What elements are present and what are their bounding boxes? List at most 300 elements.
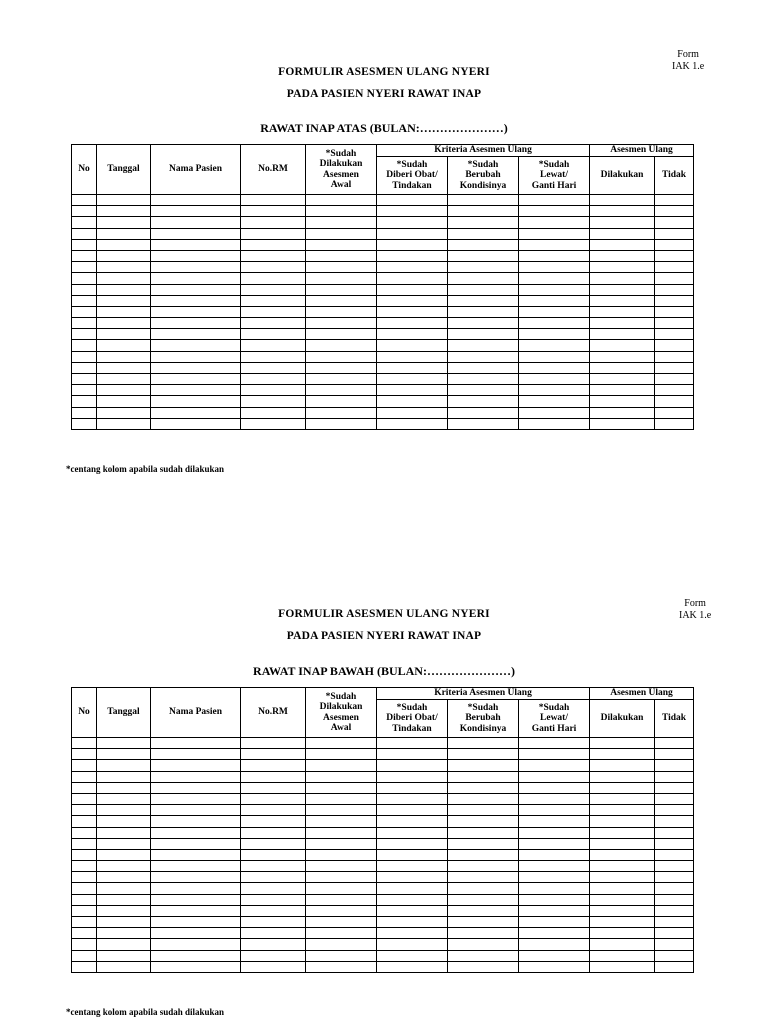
table-cell[interactable] bbox=[377, 793, 448, 804]
table-cell[interactable] bbox=[306, 284, 377, 295]
table-cell[interactable] bbox=[97, 883, 151, 894]
table-cell[interactable] bbox=[655, 318, 694, 329]
table-cell[interactable] bbox=[377, 738, 448, 749]
table-cell[interactable] bbox=[655, 362, 694, 373]
table-cell[interactable] bbox=[590, 239, 655, 250]
table-cell[interactable] bbox=[377, 838, 448, 849]
table-cell[interactable] bbox=[377, 782, 448, 793]
table-cell[interactable] bbox=[590, 749, 655, 760]
table-cell[interactable] bbox=[306, 738, 377, 749]
table-cell[interactable] bbox=[97, 351, 151, 362]
table-cell[interactable] bbox=[377, 340, 448, 351]
table-cell[interactable] bbox=[377, 228, 448, 239]
table-cell[interactable] bbox=[655, 838, 694, 849]
table-cell[interactable] bbox=[590, 760, 655, 771]
table-cell[interactable] bbox=[72, 928, 97, 939]
table-cell[interactable] bbox=[448, 374, 519, 385]
table-cell[interactable] bbox=[151, 228, 241, 239]
table-cell[interactable] bbox=[72, 917, 97, 928]
table-cell[interactable] bbox=[519, 306, 590, 317]
table-cell[interactable] bbox=[97, 905, 151, 916]
table-cell[interactable] bbox=[241, 239, 306, 250]
table-cell[interactable] bbox=[655, 239, 694, 250]
table-cell[interactable] bbox=[519, 195, 590, 206]
table-cell[interactable] bbox=[377, 396, 448, 407]
table-cell[interactable] bbox=[72, 749, 97, 760]
table-cell[interactable] bbox=[448, 351, 519, 362]
table-cell[interactable] bbox=[448, 928, 519, 939]
table-cell[interactable] bbox=[306, 861, 377, 872]
table-cell[interactable] bbox=[448, 917, 519, 928]
table-cell[interactable] bbox=[151, 838, 241, 849]
table-cell[interactable] bbox=[655, 961, 694, 972]
table-cell[interactable] bbox=[151, 306, 241, 317]
table-cell[interactable] bbox=[241, 760, 306, 771]
table-cell[interactable] bbox=[151, 950, 241, 961]
table-cell[interactable] bbox=[655, 782, 694, 793]
table-cell[interactable] bbox=[519, 385, 590, 396]
table-cell[interactable] bbox=[72, 838, 97, 849]
table-cell[interactable] bbox=[590, 782, 655, 793]
table-cell[interactable] bbox=[97, 396, 151, 407]
table-cell[interactable] bbox=[306, 374, 377, 385]
table-cell[interactable] bbox=[377, 295, 448, 306]
table-cell[interactable] bbox=[72, 329, 97, 340]
table-cell[interactable] bbox=[519, 340, 590, 351]
table-cell[interactable] bbox=[519, 396, 590, 407]
table-cell[interactable] bbox=[519, 883, 590, 894]
table-cell[interactable] bbox=[377, 250, 448, 261]
table-cell[interactable] bbox=[151, 849, 241, 860]
table-cell[interactable] bbox=[97, 950, 151, 961]
table-cell[interactable] bbox=[97, 340, 151, 351]
table-cell[interactable] bbox=[97, 760, 151, 771]
table-cell[interactable] bbox=[655, 418, 694, 429]
table-cell[interactable] bbox=[448, 250, 519, 261]
table-cell[interactable] bbox=[377, 195, 448, 206]
table-cell[interactable] bbox=[241, 206, 306, 217]
table-cell[interactable] bbox=[519, 738, 590, 749]
table-cell[interactable] bbox=[590, 816, 655, 827]
table-cell[interactable] bbox=[97, 782, 151, 793]
table-cell[interactable] bbox=[151, 917, 241, 928]
table-cell[interactable] bbox=[655, 396, 694, 407]
table-cell[interactable] bbox=[241, 318, 306, 329]
table-cell[interactable] bbox=[448, 760, 519, 771]
table-cell[interactable] bbox=[448, 239, 519, 250]
table-cell[interactable] bbox=[377, 385, 448, 396]
table-cell[interactable] bbox=[306, 793, 377, 804]
table-cell[interactable] bbox=[590, 838, 655, 849]
table-cell[interactable] bbox=[241, 917, 306, 928]
table-cell[interactable] bbox=[241, 849, 306, 860]
table-cell[interactable] bbox=[590, 206, 655, 217]
table-cell[interactable] bbox=[655, 939, 694, 950]
table-cell[interactable] bbox=[448, 362, 519, 373]
table-cell[interactable] bbox=[97, 385, 151, 396]
table-cell[interactable] bbox=[306, 396, 377, 407]
table-cell[interactable] bbox=[590, 273, 655, 284]
table-cell[interactable] bbox=[448, 340, 519, 351]
table-cell[interactable] bbox=[72, 793, 97, 804]
table-cell[interactable] bbox=[655, 872, 694, 883]
table-cell[interactable] bbox=[377, 329, 448, 340]
table-cell[interactable] bbox=[590, 262, 655, 273]
table-cell[interactable] bbox=[241, 262, 306, 273]
table-cell[interactable] bbox=[97, 195, 151, 206]
table-cell[interactable] bbox=[655, 407, 694, 418]
table-cell[interactable] bbox=[97, 284, 151, 295]
table-cell[interactable] bbox=[72, 206, 97, 217]
table-cell[interactable] bbox=[97, 217, 151, 228]
table-cell[interactable] bbox=[448, 273, 519, 284]
table-cell[interactable] bbox=[655, 905, 694, 916]
table-cell[interactable] bbox=[306, 195, 377, 206]
table-cell[interactable] bbox=[306, 362, 377, 373]
table-cell[interactable] bbox=[72, 950, 97, 961]
table-cell[interactable] bbox=[72, 738, 97, 749]
table-cell[interactable] bbox=[97, 239, 151, 250]
table-cell[interactable] bbox=[151, 351, 241, 362]
table-cell[interactable] bbox=[590, 362, 655, 373]
table-cell[interactable] bbox=[151, 407, 241, 418]
table-cell[interactable] bbox=[448, 782, 519, 793]
table-cell[interactable] bbox=[151, 295, 241, 306]
table-cell[interactable] bbox=[519, 827, 590, 838]
table-cell[interactable] bbox=[655, 771, 694, 782]
table-cell[interactable] bbox=[590, 861, 655, 872]
table-cell[interactable] bbox=[151, 905, 241, 916]
table-cell[interactable] bbox=[655, 195, 694, 206]
table-cell[interactable] bbox=[306, 385, 377, 396]
table-cell[interactable] bbox=[241, 396, 306, 407]
table-cell[interactable] bbox=[448, 771, 519, 782]
table-cell[interactable] bbox=[151, 250, 241, 261]
table-cell[interactable] bbox=[377, 284, 448, 295]
table-cell[interactable] bbox=[519, 805, 590, 816]
table-cell[interactable] bbox=[377, 351, 448, 362]
table-cell[interactable] bbox=[241, 749, 306, 760]
table-cell[interactable] bbox=[590, 905, 655, 916]
table-cell[interactable] bbox=[655, 385, 694, 396]
table-cell[interactable] bbox=[590, 195, 655, 206]
table-cell[interactable] bbox=[151, 385, 241, 396]
table-cell[interactable] bbox=[377, 939, 448, 950]
table-cell[interactable] bbox=[97, 872, 151, 883]
table-cell[interactable] bbox=[590, 939, 655, 950]
table-cell[interactable] bbox=[151, 961, 241, 972]
table-cell[interactable] bbox=[519, 295, 590, 306]
table-cell[interactable] bbox=[241, 362, 306, 373]
table-cell[interactable] bbox=[655, 306, 694, 317]
table-cell[interactable] bbox=[590, 805, 655, 816]
table-cell[interactable] bbox=[590, 950, 655, 961]
table-cell[interactable] bbox=[306, 329, 377, 340]
table-cell[interactable] bbox=[151, 284, 241, 295]
table-cell[interactable] bbox=[377, 894, 448, 905]
table-cell[interactable] bbox=[97, 861, 151, 872]
table-cell[interactable] bbox=[519, 894, 590, 905]
table-cell[interactable] bbox=[306, 760, 377, 771]
table-cell[interactable] bbox=[590, 827, 655, 838]
table-cell[interactable] bbox=[72, 816, 97, 827]
table-cell[interactable] bbox=[448, 849, 519, 860]
table-cell[interactable] bbox=[72, 872, 97, 883]
table-cell[interactable] bbox=[655, 351, 694, 362]
table-cell[interactable] bbox=[97, 793, 151, 804]
table-cell[interactable] bbox=[151, 928, 241, 939]
table-cell[interactable] bbox=[241, 883, 306, 894]
table-cell[interactable] bbox=[72, 262, 97, 273]
table-cell[interactable] bbox=[590, 883, 655, 894]
table-cell[interactable] bbox=[306, 318, 377, 329]
table-cell[interactable] bbox=[448, 861, 519, 872]
table-cell[interactable] bbox=[306, 883, 377, 894]
table-cell[interactable] bbox=[590, 318, 655, 329]
table-cell[interactable] bbox=[377, 827, 448, 838]
table-cell[interactable] bbox=[97, 250, 151, 261]
table-cell[interactable] bbox=[97, 849, 151, 860]
table-cell[interactable] bbox=[241, 273, 306, 284]
table-cell[interactable] bbox=[448, 961, 519, 972]
table-cell[interactable] bbox=[72, 894, 97, 905]
table-cell[interactable] bbox=[590, 217, 655, 228]
table-cell[interactable] bbox=[448, 793, 519, 804]
table-cell[interactable] bbox=[241, 827, 306, 838]
table-cell[interactable] bbox=[590, 771, 655, 782]
table-cell[interactable] bbox=[377, 849, 448, 860]
table-cell[interactable] bbox=[655, 917, 694, 928]
table-cell[interactable] bbox=[241, 217, 306, 228]
table-cell[interactable] bbox=[519, 250, 590, 261]
table-cell[interactable] bbox=[306, 961, 377, 972]
table-cell[interactable] bbox=[151, 195, 241, 206]
table-cell[interactable] bbox=[306, 872, 377, 883]
table-cell[interactable] bbox=[448, 950, 519, 961]
table-cell[interactable] bbox=[97, 295, 151, 306]
table-cell[interactable] bbox=[306, 816, 377, 827]
table-cell[interactable] bbox=[519, 407, 590, 418]
table-cell[interactable] bbox=[655, 805, 694, 816]
table-cell[interactable] bbox=[306, 340, 377, 351]
table-cell[interactable] bbox=[72, 883, 97, 894]
table-cell[interactable] bbox=[241, 793, 306, 804]
table-cell[interactable] bbox=[655, 273, 694, 284]
table-cell[interactable] bbox=[519, 905, 590, 916]
table-cell[interactable] bbox=[72, 861, 97, 872]
table-cell[interactable] bbox=[590, 928, 655, 939]
table-cell[interactable] bbox=[655, 217, 694, 228]
table-cell[interactable] bbox=[377, 861, 448, 872]
table-cell[interactable] bbox=[519, 329, 590, 340]
table-cell[interactable] bbox=[306, 295, 377, 306]
table-cell[interactable] bbox=[590, 849, 655, 860]
table-cell[interactable] bbox=[241, 385, 306, 396]
table-cell[interactable] bbox=[97, 805, 151, 816]
table-cell[interactable] bbox=[655, 760, 694, 771]
table-cell[interactable] bbox=[448, 217, 519, 228]
table-cell[interactable] bbox=[377, 239, 448, 250]
table-cell[interactable] bbox=[519, 206, 590, 217]
table-cell[interactable] bbox=[151, 329, 241, 340]
table-cell[interactable] bbox=[519, 273, 590, 284]
table-cell[interactable] bbox=[655, 793, 694, 804]
table-cell[interactable] bbox=[519, 961, 590, 972]
table-cell[interactable] bbox=[241, 805, 306, 816]
table-cell[interactable] bbox=[306, 418, 377, 429]
table-cell[interactable] bbox=[377, 374, 448, 385]
table-cell[interactable] bbox=[448, 206, 519, 217]
table-cell[interactable] bbox=[151, 782, 241, 793]
table-cell[interactable] bbox=[448, 385, 519, 396]
table-cell[interactable] bbox=[97, 362, 151, 373]
table-cell[interactable] bbox=[655, 250, 694, 261]
table-cell[interactable] bbox=[519, 418, 590, 429]
table-cell[interactable] bbox=[306, 217, 377, 228]
table-cell[interactable] bbox=[377, 950, 448, 961]
table-cell[interactable] bbox=[519, 239, 590, 250]
table-cell[interactable] bbox=[377, 905, 448, 916]
table-cell[interactable] bbox=[519, 849, 590, 860]
table-cell[interactable] bbox=[151, 273, 241, 284]
table-cell[interactable] bbox=[241, 771, 306, 782]
table-cell[interactable] bbox=[151, 217, 241, 228]
table-cell[interactable] bbox=[306, 928, 377, 939]
table-cell[interactable] bbox=[72, 374, 97, 385]
table-cell[interactable] bbox=[241, 861, 306, 872]
table-cell[interactable] bbox=[72, 295, 97, 306]
table-cell[interactable] bbox=[241, 872, 306, 883]
table-cell[interactable] bbox=[519, 228, 590, 239]
table-cell[interactable] bbox=[590, 418, 655, 429]
table-cell[interactable] bbox=[97, 917, 151, 928]
table-cell[interactable] bbox=[519, 950, 590, 961]
table-cell[interactable] bbox=[241, 284, 306, 295]
table-cell[interactable] bbox=[377, 749, 448, 760]
table-cell[interactable] bbox=[590, 306, 655, 317]
table-cell[interactable] bbox=[590, 351, 655, 362]
table-cell[interactable] bbox=[97, 738, 151, 749]
table-cell[interactable] bbox=[241, 250, 306, 261]
table-cell[interactable] bbox=[306, 782, 377, 793]
table-cell[interactable] bbox=[519, 928, 590, 939]
table-cell[interactable] bbox=[519, 217, 590, 228]
table-cell[interactable] bbox=[448, 816, 519, 827]
table-cell[interactable] bbox=[590, 385, 655, 396]
table-cell[interactable] bbox=[241, 905, 306, 916]
table-cell[interactable] bbox=[448, 306, 519, 317]
table-cell[interactable] bbox=[655, 228, 694, 239]
table-cell[interactable] bbox=[72, 407, 97, 418]
table-cell[interactable] bbox=[377, 771, 448, 782]
table-cell[interactable] bbox=[151, 318, 241, 329]
table-cell[interactable] bbox=[151, 861, 241, 872]
table-cell[interactable] bbox=[151, 816, 241, 827]
table-cell[interactable] bbox=[655, 329, 694, 340]
table-cell[interactable] bbox=[448, 329, 519, 340]
table-cell[interactable] bbox=[241, 295, 306, 306]
table-cell[interactable] bbox=[97, 749, 151, 760]
table-cell[interactable] bbox=[151, 340, 241, 351]
table-cell[interactable] bbox=[241, 407, 306, 418]
table-cell[interactable] bbox=[151, 771, 241, 782]
table-cell[interactable] bbox=[151, 749, 241, 760]
table-cell[interactable] bbox=[151, 418, 241, 429]
table-cell[interactable] bbox=[151, 894, 241, 905]
table-cell[interactable] bbox=[448, 284, 519, 295]
table-cell[interactable] bbox=[72, 961, 97, 972]
table-cell[interactable] bbox=[448, 749, 519, 760]
table-cell[interactable] bbox=[97, 771, 151, 782]
table-cell[interactable] bbox=[377, 206, 448, 217]
table-cell[interactable] bbox=[72, 273, 97, 284]
table-cell[interactable] bbox=[655, 928, 694, 939]
table-cell[interactable] bbox=[448, 195, 519, 206]
table-cell[interactable] bbox=[151, 760, 241, 771]
table-cell[interactable] bbox=[241, 950, 306, 961]
table-cell[interactable] bbox=[241, 195, 306, 206]
table-cell[interactable] bbox=[97, 838, 151, 849]
table-cell[interactable] bbox=[519, 262, 590, 273]
table-cell[interactable] bbox=[97, 939, 151, 950]
table-cell[interactable] bbox=[306, 771, 377, 782]
table-cell[interactable] bbox=[590, 374, 655, 385]
table-cell[interactable] bbox=[306, 950, 377, 961]
table-cell[interactable] bbox=[97, 329, 151, 340]
table-cell[interactable] bbox=[519, 816, 590, 827]
table-cell[interactable] bbox=[306, 273, 377, 284]
table-cell[interactable] bbox=[241, 928, 306, 939]
table-cell[interactable] bbox=[448, 838, 519, 849]
table-cell[interactable] bbox=[377, 273, 448, 284]
table-cell[interactable] bbox=[377, 407, 448, 418]
table-cell[interactable] bbox=[519, 771, 590, 782]
table-cell[interactable] bbox=[448, 228, 519, 239]
table-cell[interactable] bbox=[306, 838, 377, 849]
table-cell[interactable] bbox=[590, 396, 655, 407]
table-cell[interactable] bbox=[97, 816, 151, 827]
table-cell[interactable] bbox=[448, 827, 519, 838]
table-cell[interactable] bbox=[241, 838, 306, 849]
table-cell[interactable] bbox=[306, 939, 377, 950]
table-cell[interactable] bbox=[306, 805, 377, 816]
table-cell[interactable] bbox=[72, 351, 97, 362]
table-cell[interactable] bbox=[590, 329, 655, 340]
table-cell[interactable] bbox=[151, 396, 241, 407]
table-cell[interactable] bbox=[519, 318, 590, 329]
table-cell[interactable] bbox=[519, 284, 590, 295]
table-cell[interactable] bbox=[97, 961, 151, 972]
table-cell[interactable] bbox=[151, 206, 241, 217]
table-cell[interactable] bbox=[655, 206, 694, 217]
table-cell[interactable] bbox=[72, 228, 97, 239]
table-cell[interactable] bbox=[241, 782, 306, 793]
table-cell[interactable] bbox=[590, 407, 655, 418]
table-cell[interactable] bbox=[97, 206, 151, 217]
table-cell[interactable] bbox=[97, 306, 151, 317]
table-cell[interactable] bbox=[97, 894, 151, 905]
table-cell[interactable] bbox=[72, 284, 97, 295]
table-cell[interactable] bbox=[590, 228, 655, 239]
table-cell[interactable] bbox=[97, 228, 151, 239]
table-cell[interactable] bbox=[306, 206, 377, 217]
table-cell[interactable] bbox=[306, 351, 377, 362]
table-cell[interactable] bbox=[72, 827, 97, 838]
table-cell[interactable] bbox=[72, 195, 97, 206]
table-cell[interactable] bbox=[306, 849, 377, 860]
table-cell[interactable] bbox=[151, 362, 241, 373]
table-cell[interactable] bbox=[72, 418, 97, 429]
